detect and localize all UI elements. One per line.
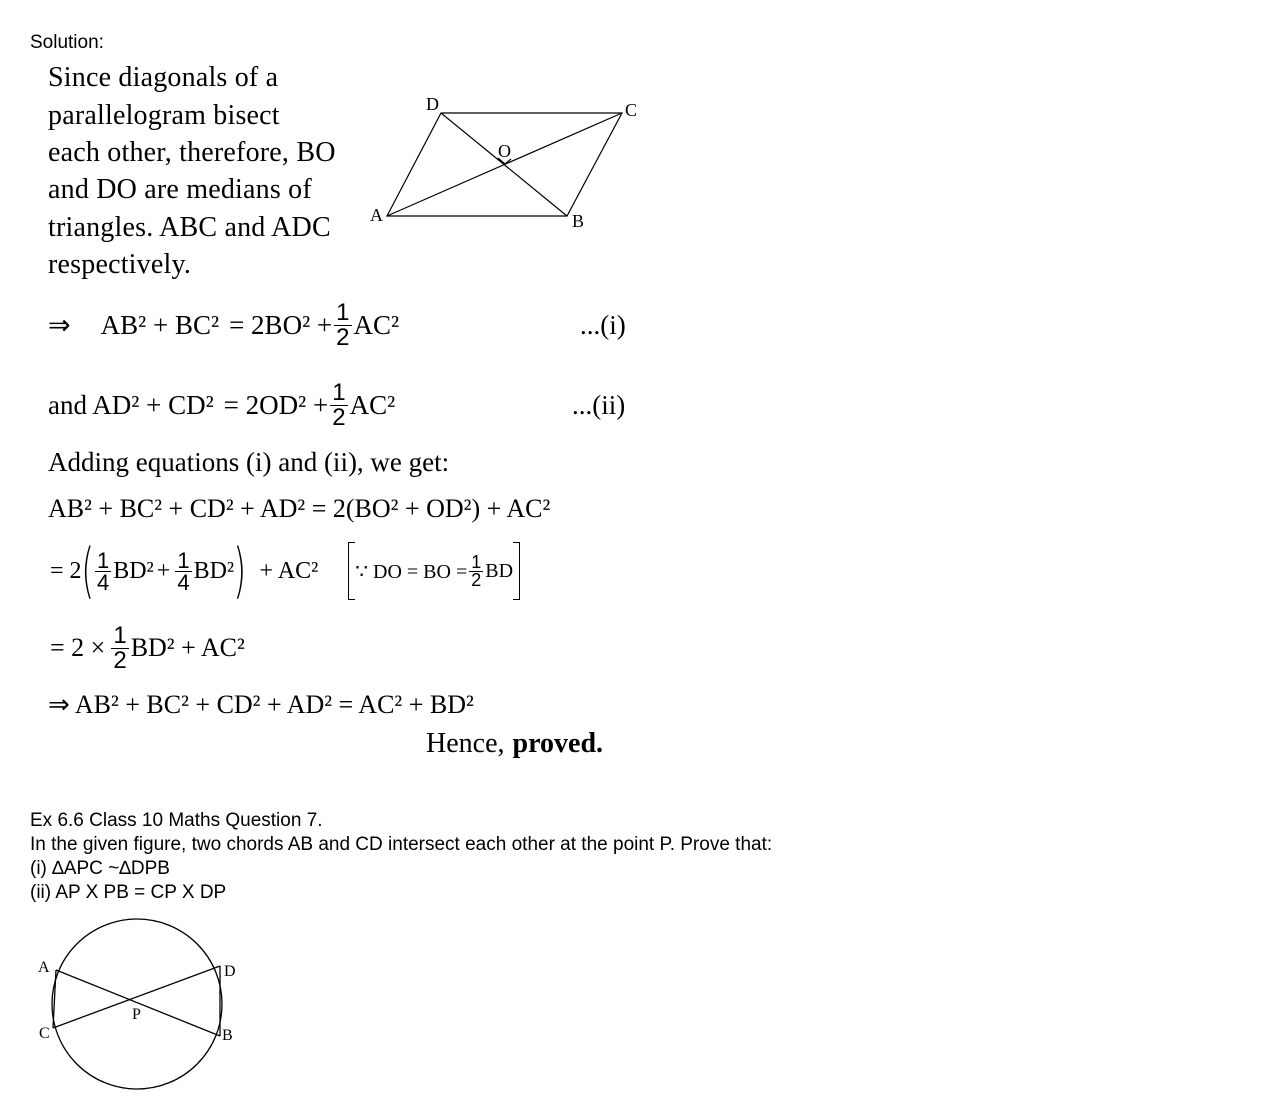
conclusion (426, 728, 603, 760)
fraction-numerator: 1 (336, 298, 350, 326)
label-d: D (426, 94, 439, 114)
fraction-numerator: 1 (471, 551, 482, 572)
eq4-term-1: BD² (113, 557, 154, 584)
equation-2 (48, 372, 395, 438)
adding-text: Adding equations (i) and (ii), we get: (48, 447, 450, 477)
conclusion-prefix: Hence, (426, 728, 505, 759)
eq1-lhs: AB² + BC² (100, 309, 220, 340)
paragraph-line: Since diagonals of a (48, 62, 279, 93)
equation-1 (48, 292, 399, 358)
chord-ab (56, 970, 220, 1036)
paragraph-line: each other, therefore, BO (48, 137, 336, 168)
label-a: A (370, 205, 383, 225)
fraction-denominator: 2 (471, 569, 482, 590)
fraction-denominator: 4 (96, 569, 110, 595)
question-part-2: (ii) AP X PB = CP X DP (30, 882, 227, 903)
label-d: D (224, 963, 236, 980)
eq2-rhs: AC² (349, 389, 396, 420)
label-a: A (38, 959, 50, 976)
circle-chords-figure (30, 910, 260, 1100)
paragraph-line: triangles. ABC and ADC (48, 212, 331, 243)
because-tail: BD (485, 559, 514, 582)
segment-ac (53, 970, 56, 1028)
circle-outline (52, 919, 222, 1089)
solution-label: Solution: (30, 32, 104, 53)
eq4-plus: + (156, 557, 171, 584)
because-text: ∵ DO = BO = (355, 560, 468, 583)
equation-3: AB² + BC² + CD² + AD² = 2(BO² + OD²) + AC² (48, 494, 551, 523)
eq4-term-2: BD² (193, 557, 235, 584)
fraction-denominator: 2 (113, 646, 127, 674)
eq5-rest: BD² + AC² (130, 633, 245, 662)
eq1-tag: ...(i) (580, 310, 626, 340)
fraction-numerator: 1 (332, 378, 346, 406)
question-part-1: (i) ∆APC ~∆DPB (30, 858, 170, 879)
eq1-mid: = 2BO² + (229, 309, 333, 340)
fraction-numerator: 1 (113, 621, 127, 649)
conclusion-bold: proved. (512, 728, 604, 759)
because-fraction (469, 551, 483, 590)
equation-6: ⇒ AB² + BC² + CD² + AD² = AC² + BD² (48, 690, 474, 719)
equation-4 (50, 538, 520, 604)
fraction-numerator: 1 (96, 547, 110, 573)
label-o: O (498, 141, 511, 161)
eq1-rhs: AC² (353, 309, 400, 340)
fraction-denominator: 4 (177, 569, 190, 595)
eq5-fraction (111, 621, 128, 674)
because-bracket (348, 542, 520, 600)
eq2-mid: = 2OD² + (223, 389, 329, 420)
eq4-prefix: = 2 (50, 557, 82, 584)
fraction-denominator: 2 (332, 403, 346, 431)
label-c: C (625, 100, 638, 120)
eq1-fraction (334, 298, 351, 351)
eq4-fraction-2 (175, 547, 191, 595)
label-b: B (572, 211, 585, 231)
paragraph-line: parallelogram bisect (48, 100, 280, 131)
question-statement: In the given figure, two chords AB and CD intersect each other at the point P. Prove that: (30, 834, 773, 855)
label-p: P (132, 1006, 141, 1023)
open-paren: ( (80, 536, 94, 606)
question-title: Ex 6.6 Class 10 Maths Question 7. (30, 810, 323, 831)
eq4-fraction-1 (95, 547, 111, 595)
equation-5 (50, 616, 245, 680)
eq2-tag: ...(ii) (572, 390, 626, 420)
parallelogram-figure (360, 90, 660, 240)
label-c: C (39, 1025, 50, 1042)
paragraph-line: respectively. (48, 249, 192, 280)
eq2-lhs: and AD² + CD² (48, 389, 214, 420)
fraction-denominator: 2 (336, 323, 350, 351)
diagonal-bd (441, 113, 567, 216)
paragraph-line: and DO are medians of (48, 174, 312, 205)
eq4-after: + AC² (259, 557, 319, 584)
label-b: B (222, 1027, 233, 1044)
eq5-prefix: = 2 × (50, 633, 106, 662)
fraction-numerator: 1 (177, 547, 190, 573)
close-paren: ) (233, 536, 247, 606)
eq2-fraction (330, 378, 347, 431)
implies-arrow: ⇒ (48, 309, 71, 340)
